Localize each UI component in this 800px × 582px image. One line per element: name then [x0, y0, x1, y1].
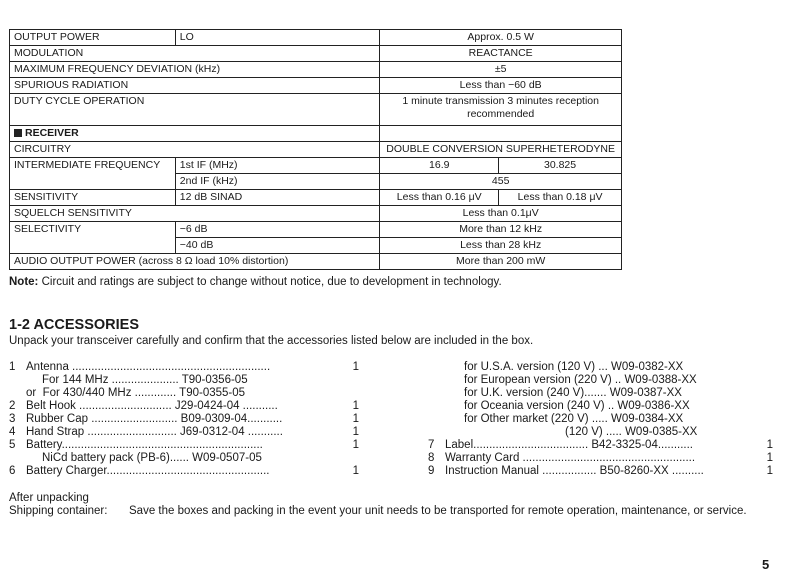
spec-label: OUTPUT POWER — [10, 30, 176, 46]
spec-label: SELECTIVITY — [10, 222, 176, 254]
accessory-text: Hand Strap ............................ J69-0312-04 ........... — [26, 426, 283, 438]
accessory-item — [9, 387, 359, 400]
spec-sub: 12 dB SINAD — [175, 190, 380, 206]
accessories-intro: Unpack your transceiver carefully and confirm that the accessories listed below are included in the box. — [9, 335, 534, 347]
accessory-item — [9, 400, 359, 413]
spec-value — [380, 94, 622, 126]
spec-value: Approx. 0.5 W — [380, 30, 622, 46]
accessory-text: for Oceania version (240 V) .. W09-0386-XX — [464, 400, 690, 412]
accessory-number: 3 — [9, 413, 16, 425]
accessory-quantity: 1 — [352, 413, 359, 425]
accessory-text: for Other market (220 V) ..... W09-0384-XX — [464, 413, 684, 425]
spec-label: AUDIO OUTPUT POWER (across 8 Ω load 10% distortion) — [10, 254, 380, 270]
accessory-text: for U.S.A. version (120 V) ... W09-0382-XX — [464, 361, 684, 373]
spec-value: REACTANCE — [380, 46, 622, 62]
spec-row-audio — [10, 254, 622, 270]
spec-sub: −40 dB — [175, 238, 380, 254]
spec-value: More than 12 kHz — [380, 222, 622, 238]
accessory-number: 8 — [428, 452, 435, 464]
shipping-container-label: Shipping container: — [9, 505, 108, 517]
accessory-text: Battery Charger................................................... — [26, 465, 270, 477]
accessory-text: Warranty Card ...................................................... — [445, 452, 696, 464]
accessory-item — [428, 413, 773, 426]
accessories-list-left — [9, 361, 359, 478]
spec-value: Less than 0.18 μV — [499, 190, 622, 206]
accessory-text: Battery............................................................... — [26, 439, 263, 451]
accessory-quantity: 1 — [766, 452, 773, 464]
accessory-item — [428, 452, 773, 465]
spec-label: INTERMEDIATE FREQUENCY — [10, 158, 176, 190]
note — [9, 276, 502, 288]
spec-value: 16.9 — [380, 158, 499, 174]
accessory-text: Belt Hook ............................. J29-0424-04 ........... — [26, 400, 278, 412]
accessory-quantity: 1 — [352, 426, 359, 438]
spec-value: ±5 — [380, 62, 622, 78]
spec-row-output-power — [10, 30, 622, 46]
accessory-item — [428, 387, 773, 400]
spec-row-sensitivity — [10, 190, 622, 206]
section-heading-receiver — [10, 126, 380, 142]
spec-label: SENSITIVITY — [10, 190, 176, 206]
accessory-quantity: 1 — [352, 400, 359, 412]
accessory-text: (120 V) ..... W09-0385-XX — [565, 426, 698, 438]
spec-value-line: recommended — [467, 108, 535, 120]
accessory-number: 6 — [9, 465, 16, 477]
specifications-table — [9, 29, 622, 270]
accessory-item — [9, 452, 359, 465]
accessory-text: Rubber Cap ........................... B09-0309-04........... — [26, 413, 283, 425]
spec-row-duty-cycle — [10, 94, 622, 126]
spec-sub: 2nd IF (kHz) — [175, 174, 380, 190]
spec-value: More than 200 mW — [380, 254, 622, 270]
spec-label: MAXIMUM FREQUENCY DEVIATION (kHz) — [10, 62, 380, 78]
accessory-text: for U.K. version (240 V)....... W09-0387-XX — [464, 387, 682, 399]
spec-row-receiver-heading — [10, 126, 622, 142]
spec-sub: LO — [175, 30, 380, 46]
accessory-item — [9, 374, 359, 387]
spec-label: SQUELCH SENSITIVITY — [10, 206, 380, 222]
spec-sub: −6 dB — [175, 222, 380, 238]
spec-value: 455 — [380, 174, 622, 190]
receiver-heading-text: RECEIVER — [25, 127, 79, 139]
spec-value: Less than 0.1μV — [380, 206, 622, 222]
spec-row-if-1 — [10, 158, 622, 174]
accessory-item — [428, 465, 773, 478]
accessory-item — [9, 439, 359, 452]
accessory-text: Antenna .............................................................. — [26, 361, 271, 373]
accessory-text: Instruction Manual ................. B50-8260-XX .......... — [445, 465, 704, 477]
spec-value: Less than −60 dB — [380, 78, 622, 94]
spec-sub: 1st IF (MHz) — [175, 158, 380, 174]
accessory-text: NiCd battery pack (PB-6)...... W09-0507-05 — [42, 452, 262, 464]
accessory-number: 1 — [9, 361, 16, 373]
accessory-item — [9, 465, 359, 478]
square-bullet-icon — [14, 129, 22, 137]
note-prefix: Note: — [9, 276, 39, 288]
spec-row-selectivity-1 — [10, 222, 622, 238]
accessory-quantity: 1 — [766, 439, 773, 451]
accessory-item — [9, 361, 359, 374]
spec-label: SPURIOUS RADIATION — [10, 78, 380, 94]
accessory-text: for European version (220 V) .. W09-0388-XX — [464, 374, 697, 386]
spec-label: DUTY CYCLE OPERATION — [10, 94, 380, 126]
spec-value: Less than 0.16 μV — [380, 190, 499, 206]
accessory-number: 9 — [428, 465, 435, 477]
empty-cell — [380, 126, 622, 142]
accessory-quantity: 1 — [766, 465, 773, 477]
accessory-text: For 144 MHz ..................... T90-0356-05 — [42, 374, 248, 386]
accessory-quantity: 1 — [352, 465, 359, 477]
accessory-number: 2 — [9, 400, 16, 412]
spec-label: MODULATION — [10, 46, 380, 62]
accessory-item — [9, 413, 359, 426]
spec-row-circuitry — [10, 142, 622, 158]
accessory-item — [428, 374, 773, 387]
section-heading-accessories: 1-2 ACCESSORIES — [9, 317, 139, 333]
accessory-quantity: 1 — [352, 361, 359, 373]
accessories-list-right — [428, 361, 773, 478]
shipping-container-text: Save the boxes and packing in the event your unit needs to be transported for remote operation, maintenance, or service. — [129, 505, 747, 517]
accessory-item — [9, 426, 359, 439]
accessory-item — [428, 361, 773, 374]
accessory-item — [428, 400, 773, 413]
accessory-number: 4 — [9, 426, 16, 438]
spec-row-max-deviation — [10, 62, 622, 78]
accessory-quantity: 1 — [352, 439, 359, 451]
spec-row-modulation — [10, 46, 622, 62]
spec-label: CIRCUITRY — [10, 142, 380, 158]
spec-row-spurious — [10, 78, 622, 94]
spec-row-squelch — [10, 206, 622, 222]
after-unpacking-title: After unpacking — [9, 492, 89, 504]
accessory-number: 7 — [428, 439, 435, 451]
accessory-item — [428, 439, 773, 452]
page-number: 5 — [762, 557, 770, 572]
spec-value: Less than 28 kHz — [380, 238, 622, 254]
accessory-text: or For 430/440 MHz ............. T90-0355-05 — [26, 387, 246, 399]
accessory-number: 5 — [9, 439, 16, 451]
note-text: Circuit and ratings are subject to change without notice, due to development in technology. — [38, 276, 502, 288]
accessory-item — [428, 426, 773, 439]
spec-value-line: 1 minute transmission 3 minutes reception — [402, 95, 599, 107]
spec-value: 30.825 — [499, 158, 622, 174]
spec-value: DOUBLE CONVERSION SUPERHETERODYNE — [380, 142, 622, 158]
accessory-text: Label.................................... B42-3325-04........... — [445, 439, 693, 451]
